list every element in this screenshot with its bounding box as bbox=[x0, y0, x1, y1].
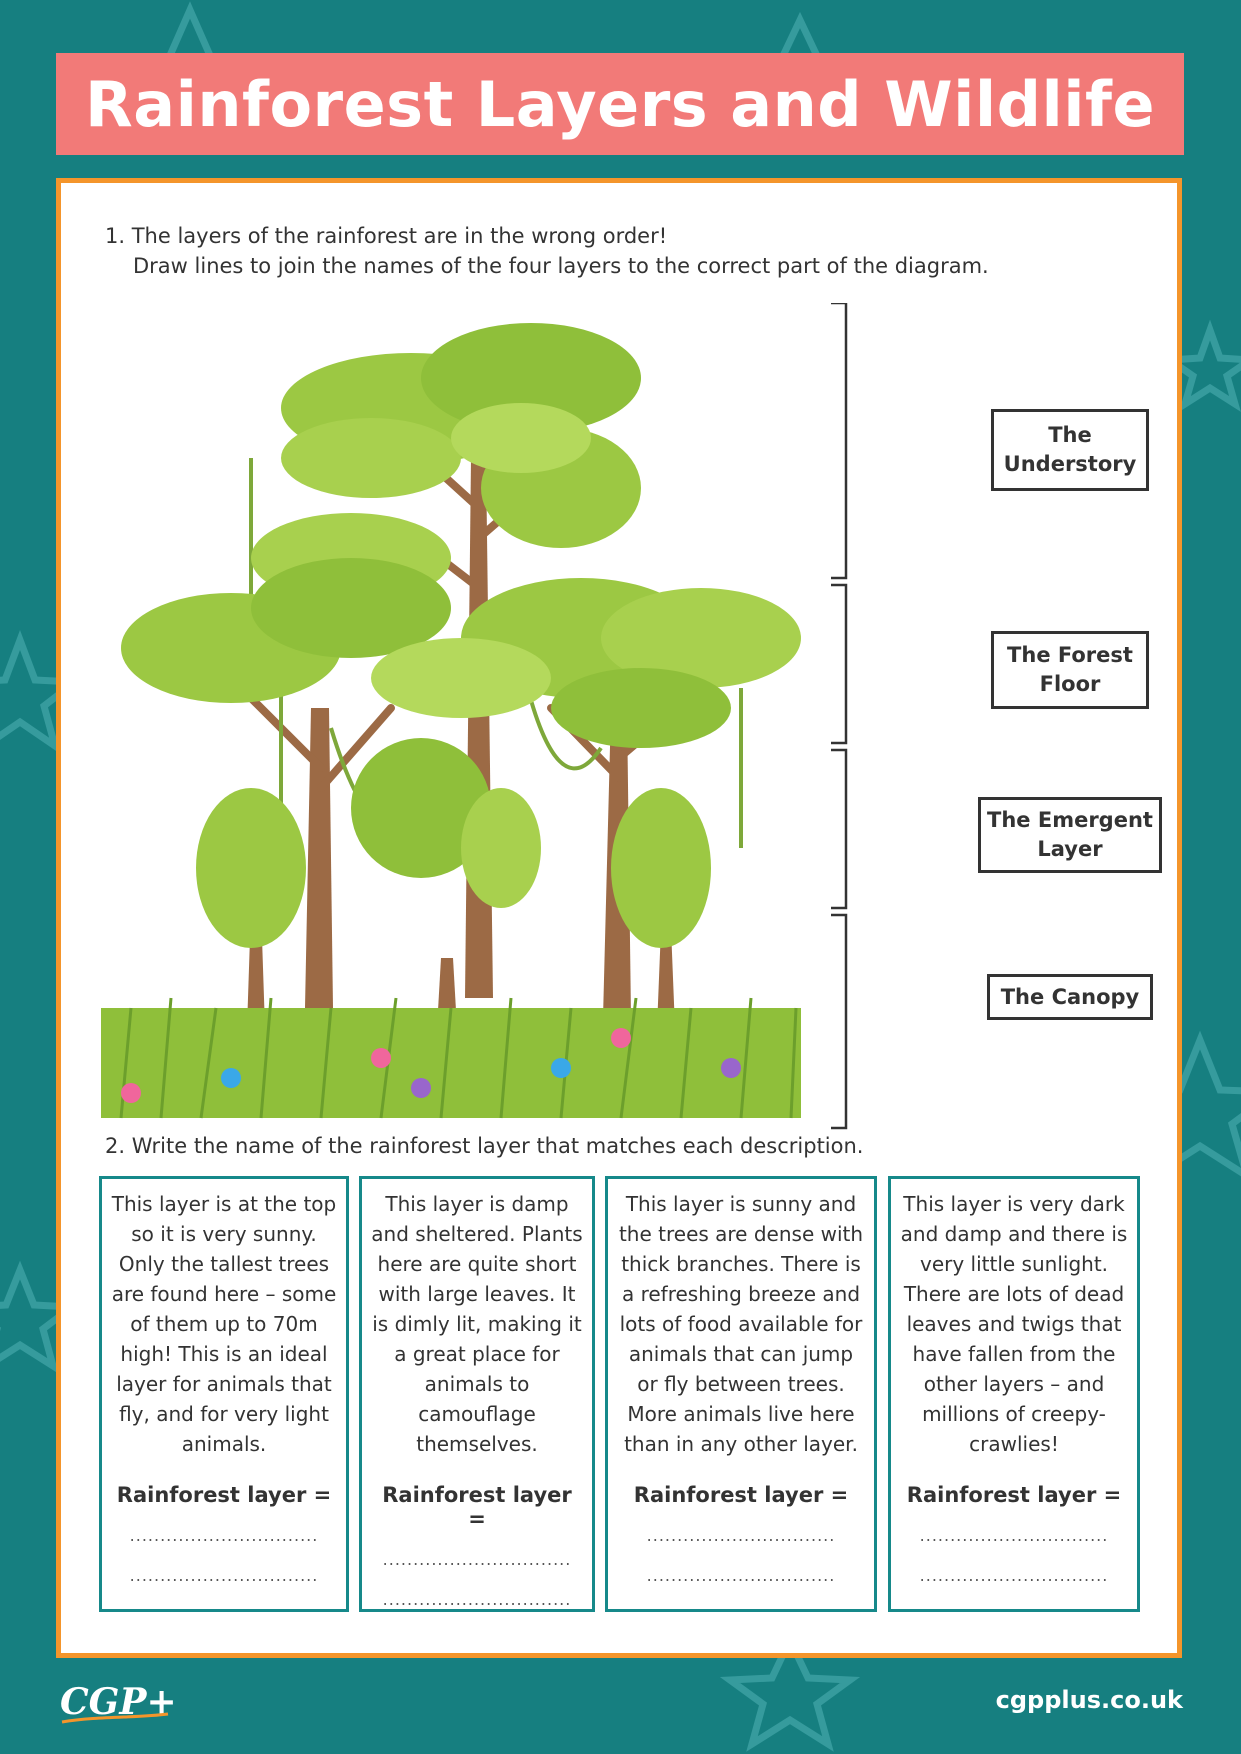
description-text: This layer is at the top so it is very sunny. Only the tallest trees are found here – some of them up to 70m high! This is an ideal layer for animals that fly, and for very light animals. bbox=[111, 1192, 337, 1456]
description-box bbox=[888, 1176, 1140, 1612]
rainforest-diagram bbox=[101, 308, 861, 1128]
description-text: This layer is very dark and damp and there is very little sunlight. There are lots of dead leaves and twigs that have fallen from the other layers – and millions of creepy-crawlies! bbox=[900, 1192, 1128, 1456]
question-1-line2: Draw lines to join the names of the four layers to the correct part of the diagram. bbox=[133, 254, 989, 278]
answer-line[interactable]: ............................... bbox=[646, 1526, 836, 1545]
site-url[interactable]: cgpplus.co.uk bbox=[995, 1686, 1183, 1714]
description-text: This layer is sunny and the trees are dense with thick branches. There is a refreshing breeze and lots of food available for animals that can jump or fly between trees. More animals live here than in any other layer. bbox=[618, 1192, 864, 1456]
worksheet-panel bbox=[56, 178, 1182, 1658]
layer-label-understory[interactable]: The Understory bbox=[991, 409, 1149, 491]
question-1-line1: 1. The layers of the rainforest are in the wrong order! bbox=[105, 224, 668, 248]
question-1 bbox=[105, 221, 989, 281]
layer-label-forest-floor[interactable]: The Forest Floor bbox=[991, 631, 1149, 709]
description-box bbox=[359, 1176, 595, 1612]
page-title: Rainforest Layers and Wildlife bbox=[85, 67, 1155, 141]
answer-line[interactable]: ............................... bbox=[382, 1590, 572, 1609]
answer-line[interactable]: ............................... bbox=[382, 1550, 572, 1569]
answer-label: Rainforest layer = bbox=[906, 1483, 1122, 1507]
answer-label: Rainforest layer = bbox=[633, 1483, 849, 1507]
title-banner bbox=[56, 53, 1184, 155]
question-2: 2. Write the name of the rainforest layer that matches each description. bbox=[105, 1134, 864, 1158]
description-box bbox=[99, 1176, 349, 1612]
description-box bbox=[605, 1176, 877, 1612]
cgp-logo bbox=[58, 1676, 188, 1728]
description-text: This layer is damp and sheltered. Plants here are quite short with large leaves. It is dimly lit, making it a great place for animals to camouflage themselves. bbox=[371, 1192, 583, 1456]
answer-line[interactable]: ............................... bbox=[919, 1526, 1109, 1545]
svg-text:CGP+: CGP+ bbox=[60, 1681, 177, 1723]
answer-label: Rainforest layer = bbox=[382, 1483, 572, 1531]
answer-line[interactable]: ............................... bbox=[646, 1566, 836, 1585]
answer-line[interactable]: ............................... bbox=[919, 1566, 1109, 1585]
layer-brackets bbox=[831, 303, 901, 1133]
answer-line[interactable]: ............................... bbox=[129, 1566, 319, 1585]
layer-label-emergent[interactable]: The Emergent Layer bbox=[978, 797, 1162, 873]
answer-line[interactable]: ............................... bbox=[129, 1526, 319, 1545]
layer-label-canopy[interactable]: The Canopy bbox=[987, 974, 1153, 1020]
answer-label: Rainforest layer = bbox=[116, 1483, 332, 1507]
